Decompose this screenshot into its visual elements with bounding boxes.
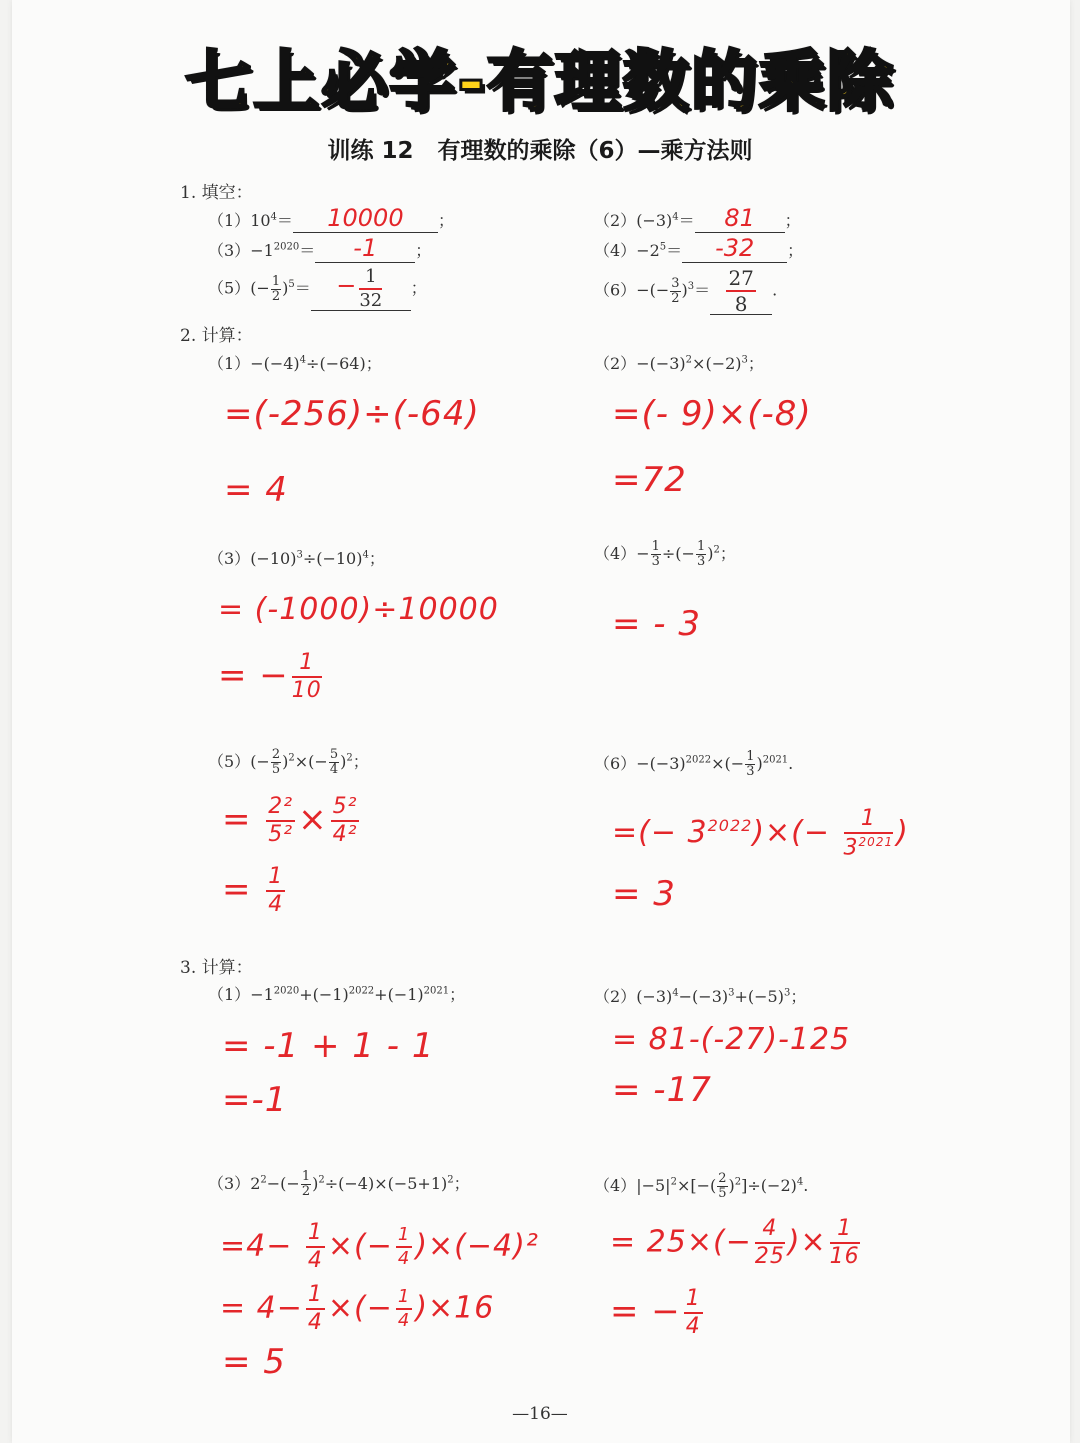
solution-2-1-step1: =(-256)÷(-64) — [224, 394, 480, 434]
fill-blank-4: $(4)-2^5= -32$ ； — [594, 234, 804, 262]
solution-3-1-step2: =-1 — [222, 1080, 288, 1120]
problem-2-6: $(6)-(-3)^{2022}\times(-$ $\frac{1}{3}$ )$^{2021}$. — [594, 749, 794, 779]
solution-3-3-step3: = 5 — [222, 1342, 286, 1382]
solution-3-1-step1: = -1 + 1 - 1 — [222, 1026, 435, 1066]
lesson-topic: 有理数的乘除（6）—乘方法则 — [437, 138, 753, 164]
problem-2-3: $(3)(-10)^3\div(-10)^4$； — [208, 549, 385, 568]
fill-blank-5: （5）(− $\frac{1}{2}$ )$^5$＝ − $\frac{1}{32}$ ； — [208, 266, 427, 311]
solution-2-3-step1: = (-1000)÷10000 — [218, 592, 499, 627]
worksheet-page — [12, 0, 1070, 1443]
section-3-heading: 3. 计算： — [180, 958, 253, 978]
answer-4: -32 — [715, 234, 755, 262]
solution-3-2-step1: = 81-(-27)-125 — [612, 1022, 851, 1057]
solution-2-6-step2: = 3 — [612, 874, 676, 914]
solution-2-2-step2: =72 — [612, 460, 687, 500]
worksheet-title — [0, 132, 1080, 165]
solution-3-2-step2: = -17 — [612, 1070, 712, 1110]
banner-title: 七上必学-有理数的乘除 — [185, 43, 895, 120]
answer-1: 10000 — [327, 204, 404, 232]
lesson-number: 训练 12 — [327, 138, 414, 164]
problem-2-4: （4）− $\frac{1}{3}$ ÷(− $\frac{1}{3}$ )$^2$； — [594, 539, 736, 569]
solution-2-4-step1: = - 3 — [612, 604, 702, 644]
solution-2-1-step2: = 4 — [224, 470, 288, 510]
solution-3-3-step1: =4− $\frac{1}{4}$ ×(− $\frac{1}{4}$ )×(−4)² — [220, 1220, 539, 1273]
solution-2-5-step2: = $\frac{1}{4}$ — [222, 864, 284, 917]
problem-2-5: （5）(− $\frac{2}{5}$ )$^2$×(− $\frac{5}{4}$ )$^2$； — [208, 747, 369, 777]
problem-2-1: $(1)-(-4)^4\div(-64)$； — [208, 354, 382, 373]
solution-3-4-step1: = 25×(− $\frac{4}{25}$ )× $\frac{1}{16}$ — [610, 1216, 860, 1269]
solution-3-3-step2: = 4− $\frac{1}{4}$ ×(− $\frac{1}{4}$ )×16 — [220, 1282, 495, 1335]
page-number: —16— — [512, 1404, 568, 1424]
fill-blank-3: $(3)-1^{2020}= -1$ ； — [208, 234, 432, 262]
solution-2-2-step1: =(- 9)×(-8) — [612, 394, 812, 434]
solution-2-6-step1: =(− $3^{2022})\times(-$ $\frac{1}{3^{2021}}$ ) — [612, 806, 909, 861]
problem-2-2: $(2)-(-3)^2\times(-2)^3$； — [594, 354, 764, 373]
answer-2: 81 — [724, 204, 755, 232]
problem-3-2: $(2)(-3)^4-(-3)^3+(-5)^3$； — [594, 987, 807, 1006]
fill-blank-1: $(1)10^4= 10000$ ； — [208, 204, 454, 232]
problem-3-1: $(1)-1^{2020}+(-1)^{2022}+(-1)^{2021}$； — [208, 985, 466, 1004]
solution-3-4-step2: = − $\frac{1}{4}$ — [610, 1286, 701, 1339]
solution-2-3-step2: = − $\frac{1}{10}$ — [218, 650, 322, 703]
solution-2-5-step1: = $\frac{\text{2²}}{\text{5²}}$ × $\frac{\text{5²}}{\text{4²}}$ — [222, 794, 358, 847]
section-2-heading: 2. 计算： — [180, 326, 253, 346]
answer-3: -1 — [353, 234, 378, 262]
problem-3-3: $(3)2^2-(-$ $\frac{1}{2}$ )$^2\div(-4)\times(-5+1)^2$； — [208, 1169, 470, 1199]
section-1-heading: 1. 填空： — [180, 183, 253, 203]
fill-blank-6: （6）−(− $\frac{3}{2}$ )$^3$＝ $\frac{27}{8}$ . — [594, 266, 778, 316]
problem-3-4: $(4)|-5|^2\times[-$( $\frac{2}{5}$ )$^2]\div(-2)^4$. — [594, 1171, 809, 1201]
fill-blank-2: $(2)(-3)^4= 81$ ； — [594, 204, 801, 232]
